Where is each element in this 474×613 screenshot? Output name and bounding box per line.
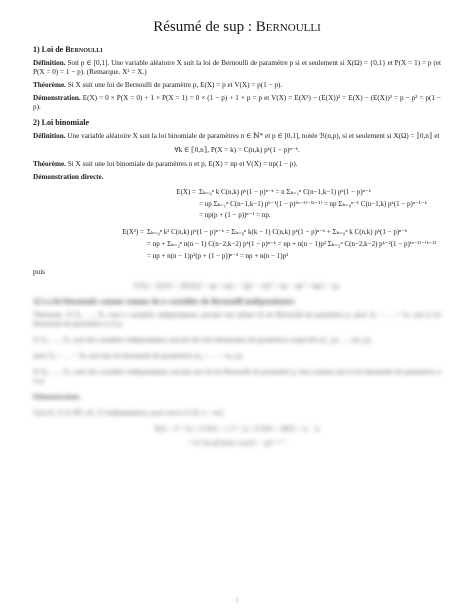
section-3-theorem: Théorème. Si X₁, …, Xₙ sont n variables indépendantes suivant une même loi de Bernoulli de paramètre p, alors X₁ + … + Xₙ suit la loi binomiale de paramètres n et p. [33, 311, 441, 329]
eq-lhs [59, 240, 147, 249]
title-prefix: Résumé de sup : [153, 19, 256, 35]
section-2-heading: 2) Loi binomiale [33, 117, 90, 127]
section-1-heading: 1) Loi de Bernoulli [33, 44, 103, 54]
eq-rhs: = np(p + (1 − p))ⁿ⁻¹ = np. [199, 211, 271, 220]
eq-lhs [81, 211, 199, 220]
section-3-formula-1: P(X + Y = k) = Σ P(X = i, Y = j) = Σ P(X = i)P(Y = k − i) [154, 425, 320, 434]
section-3-heading: 3) La loi binomiale comme somme de n variables de Bernoulli indépendantes [33, 297, 295, 307]
definition-label: Définition. [33, 131, 66, 140]
puis-text: puis [33, 268, 45, 277]
definition-bernoulli [33, 59, 441, 77]
theorem-text: Si X suit une loi binomiale de paramètres n et p, E(X) = np et V(X) = np(1 − p). [65, 159, 298, 168]
eq-rhs: Σₖ₌₀ⁿ k² C(n,k) pᵏ(1 − p)ⁿ⁻ᵏ = Σₖ₌₀ⁿ k(k − 1) C(n,k) pᵏ(1 − p)ⁿ⁻ᵏ + Σₖ₌₀ⁿ k C(n,k) pᵏ(1 − p)ⁿ⁻ᵏ [147, 228, 408, 236]
theorem-text: Si X suit une loi de Bernoulli de paramètre p, E(X) = p et V(X) = p(1 − p). [65, 80, 283, 89]
section-3-demonstration: Démonstration. [33, 393, 81, 402]
section-3-paragraph-4: Soit (X, Y) ∈ ℕ², (X, Y) indépendantes, pour tout k ∈ ⟦0, n + m⟧, [33, 409, 225, 418]
page-number: 1 [235, 597, 239, 604]
section-3-paragraph-1: Si X₁, …, Xₙ sont des variables indépendantes suivant des lois binomiales de paramètres respectifs (n₁, p), …, (nₖ, p), [33, 336, 372, 345]
expectation-derivation [81, 188, 441, 220]
eq-rhs: = np + n(n − 1)p²(p + (1 − p))ⁿ⁻² = np + n(n − 1)p² [147, 251, 289, 260]
page-title [33, 18, 441, 37]
theorem-binomial [33, 160, 441, 169]
section-3-formula-2: = Σ C(n,i)C(m,k−i) pᵏ(1 − p)ⁿ⁺ᵐ⁻ᵏ [187, 439, 287, 448]
eq-rhs: Σₖ₌₀ⁿ k C(n,k) pᵏ(1 − p)ⁿ⁻ᵏ = n Σₖ₌₁ⁿ C(n−1,k−1) pᵏ(1 − p)ⁿ⁻ᵏ [199, 187, 371, 196]
theorem-label: Théorème. [33, 80, 66, 89]
definition-text: Soit p ∈ [0,1]. Une variable aléatoire X suit la loi de Bernoulli de paramètre p si et seulement si X(Ω) = {0,1} et P(X = 1) = p (et P(X = 0) = 1 − p). (Remarque. X² = X.) [33, 58, 441, 76]
section-3-paragraph-3: Si X₁, …, Xₙ sont des variables indépendantes suivant une loi de Bernoulli de paramètre p, leur somme suit la loi binomiale de paramètres n et p. [33, 368, 441, 386]
eq-rhs: = np + Σₖ₌₂ⁿ n(n − 1) C(n−2,k−2) pᵏ(1 − p)ⁿ⁻ᵏ = np + n(n − 1)p² Σₖ₌₂ⁿ C(n−2,k−2) pᵏ⁻²(1 − p)⁽ⁿ⁻²⁾⁻⁽ᵏ⁻²⁾ [147, 239, 437, 248]
theorem-label: Théorème. [33, 159, 66, 168]
eq-rhs: = np Σₖ₌₁ⁿ C(n−1,k−1) pᵏ⁻¹(1 − p)⁽ⁿ⁻¹⁾⁻⁽ᵏ⁻¹⁾ = np Σₖ₌₀ⁿ⁻¹ C(n−1,k) pᵏ(1 − p)ⁿ⁻¹⁻ᵏ [199, 199, 427, 208]
demonstration-directe [33, 173, 441, 182]
second-moment-derivation [59, 228, 441, 260]
demonstration-label: Démonstration. [33, 93, 81, 102]
variance-line: V(X) = E(X²) − (E(X))² = np + n(n − 1)p² − n²p² = np − np² = np(1 − p). [133, 282, 341, 291]
theorem-bernoulli [33, 81, 441, 90]
eq-lhs: E(X) = [176, 187, 196, 196]
demonstration-bernoulli [33, 94, 441, 112]
definition-text: Une variable aléatoire X suit la loi binomiale de paramètres n ∈ ℕ* et p ∈ [0,1], notée ℬ(n,p), si et seulement si X(Ω) = ⟦0,n⟧ et [65, 131, 440, 140]
demonstration-label: Démonstration directe. [33, 172, 104, 181]
definition-binomial [33, 132, 441, 141]
binomial-formula: ∀k ∈ ⟦0,n⟧, P(X = k) = C(n,k) pᵏ(1 − p)ⁿ⁻ᵏ. [174, 145, 300, 154]
definition-label: Définition. [33, 58, 66, 67]
eq-lhs [81, 200, 199, 209]
eq-lhs: E(X²) = [122, 228, 144, 236]
eq-lhs [59, 252, 147, 261]
section-3-paragraph-2: alors X₁ + … + Xₖ suit une loi binomiale de paramètres (n₁ + … + nₖ, p). [33, 352, 244, 361]
title-name: Bernoulli [255, 19, 321, 35]
blurred-remainder [33, 282, 441, 448]
demonstration-text: E(X) = 0 × P(X = 0) + 1 × P(X = 1) = 0 × (1 − p) + 1 × p = p et V(X) = E(X²) − (E(X))² = E(X) − (E(X))² = p − p² = p(1 − p). [33, 93, 441, 111]
